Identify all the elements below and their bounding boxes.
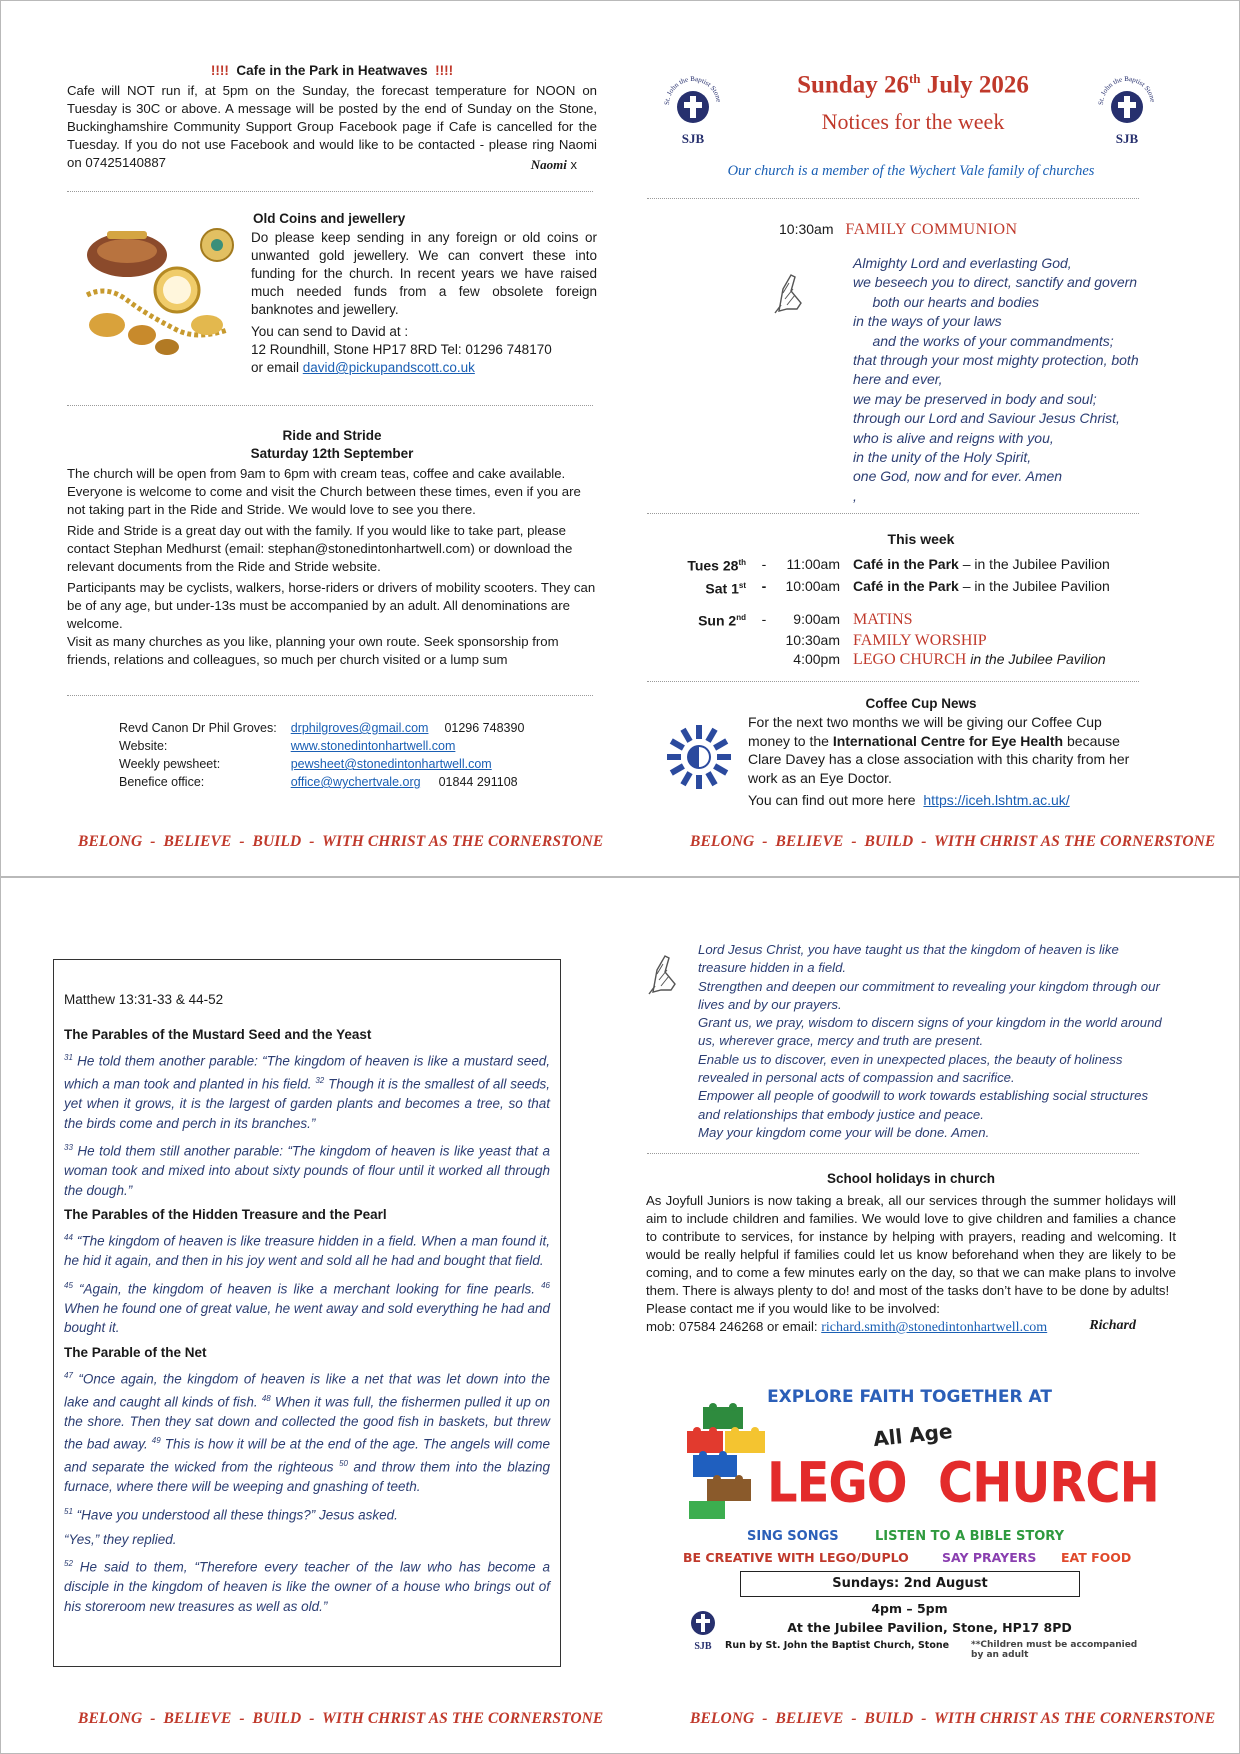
schedule-row [679, 608, 1113, 631]
coffee-body-pre: For the next two months we will be giving our Coffee Cup money to the [748, 714, 1102, 749]
ride-stride-date: Saturday 12th September [250, 446, 414, 461]
prayer-line: Strengthen and deepen our commitment to revealing your kingdom through our lives and by our prayers. [698, 978, 1160, 1012]
coffee-cup-title: Coffee Cup News [865, 696, 977, 711]
cafe-heatwave-title: Cafe in the Park in Heatwaves [236, 63, 428, 78]
prayer-line: Empower all people of goodwill to work towards establishing social structures and relationships that embody justice and peace. [698, 1088, 1149, 1122]
praying-hands-icon [643, 950, 683, 996]
sign-suffix: x [570, 157, 577, 172]
old-coins-title: Old Coins and jewellery [253, 211, 406, 226]
poster-prayers: SAY PRAYERS [942, 1550, 1037, 1565]
schedule-time: 10:00am [785, 578, 840, 595]
logo-arc-text: St. John the Baptist Stone [1096, 74, 1157, 106]
poster-note: **Children must be accompanied by an adult [971, 1640, 1138, 1660]
contact-value-link[interactable]: www.stonedintonhartwell.com [290, 739, 456, 753]
collect-prayer [853, 254, 1169, 506]
reading-verse: $^{51}$ “Have you understood all these things?” Jesus asked. [64, 1506, 398, 1522]
reading-verse: $^{52}$ He said to them, “Therefore every teacher of the law who has become a disciple in the kingdom of heaven is like the owner of a house who brings out of his storeroom new treasures as well as old.” [64, 1559, 550, 1614]
schedule-day-sup: th [738, 558, 746, 567]
ride-stride-p1: The church will be open from 9am to 6pm with cream teas, coffee and cake available. Everyone is welcome to come and visit the Church between these times, even if you are not taking part in the Ride and Stride. We would love to see you there. [67, 466, 581, 517]
coffee-cup-body [748, 713, 1138, 810]
schedule-day-sup: st [738, 580, 746, 590]
lego-church-poster [677, 1377, 1159, 1660]
divider [67, 405, 593, 406]
motto-footer: BELONG - BELIEVE - BUILD - WITH CHRIST AS THE CORNERSTONE [690, 833, 1216, 850]
prayer-line: Lord Jesus Christ, you have taught us that the kingdom of heaven is like treasure hidden in a field. [698, 942, 1119, 976]
poster-food: EAT FOOD [1061, 1550, 1132, 1565]
poster-place: At the Jubilee Pavilion, Stone, HP17 8PD [787, 1620, 1072, 1635]
schedule-service: FAMILY WORSHIP [853, 631, 987, 649]
date-day: Sunday 26 [797, 71, 909, 99]
email-prefix: or email [251, 360, 300, 375]
cafe-heatwave-notice [67, 63, 597, 172]
schedule-day: Tues 28 [687, 557, 739, 574]
reading-verse: “Yes,” they replied. [64, 1531, 177, 1547]
poster-all-age: All Age [871, 1418, 954, 1452]
reading-verse: $^{44}$ “The kingdom of heaven is like treasure hidden in a field. When a man found it, he hid it again, and then in his joy went and sold all he had and bought that field. [64, 1233, 550, 1268]
this-week-title: This week [887, 531, 955, 547]
address: 12 Roundhill, Stone HP17 8RD Tel: 01296 748170 [251, 342, 552, 357]
schedule-day-sup: nd [736, 613, 746, 623]
kingdom-prayer [698, 941, 1168, 1142]
reading-heading: The Parable of the Net [64, 1344, 207, 1360]
david-email-link[interactable]: david@pickupandscott.co.uk [302, 360, 475, 375]
divider [647, 513, 1139, 514]
reading-heading: The Parables of the Mustard Seed and the Yeast [64, 1027, 372, 1042]
lego-bricks-graphic [683, 1403, 775, 1523]
collect-line: both our hearts and bodies [853, 293, 1040, 310]
logo-text: SJB [1115, 131, 1139, 146]
poster-bible-story: LISTEN TO A BIBLE STORY [875, 1529, 1065, 1544]
schedule-day: Sun 2 [698, 612, 737, 629]
contact-value-link[interactable]: drphilgroves@gmail.com [290, 721, 429, 735]
school-holidays-title: School holidays in church [826, 1171, 996, 1186]
iceh-link[interactable]: https://iceh.lshtm.ac.uk/ [923, 792, 1070, 808]
schedule-dash: - [761, 555, 767, 572]
motto-footer: BELONG - BELIEVE - BUILD - WITH CHRIST AS THE CORNERSTONE [78, 1710, 604, 1727]
svg-text:SJB: SJB [694, 1641, 712, 1652]
reading-verse: $^{47}$ “Once again, the kingdom of heaven is like a net that was let down into the lake and caught all kinds of fish. $^{48}$ When it was full, the fishermen pulled it up on the shore. Then they sat down and collected the good fish in baskets, but threw the bad away. $^{49}$ This is how it will be at the end of the age. The angels will come and separate the wicked from the righteous $^{50}$ and throw them into the blazing furnace, where there will be weeping and gnashing of teeth. [64, 1370, 551, 1494]
school-holidays-text: As Joyfull Juniors is now taking a break, all our services through the summer holidays will aim to include children and families. We would love to give children and families a chance to contribute to services, for instance by helping with prayers, reading and welcoming. It would be really helpful if families could let us know beforehand when they are likely to be coming, and to come a few minutes early on the day, so that we can make plans to involve them. There is always plenty to do! and most of the tasks don’t have to be done by adults! [646, 1193, 1176, 1298]
schedule-event: Café in the Park [853, 555, 959, 572]
reading-verse: $^{45}$ “Again, the kingdom of heaven is like a merchant looking for fine pearls. $^{46}$ When he found one of great value, he went away and sold everything he had and bought it. [64, 1280, 550, 1335]
collect-line: Almighty Lord and everlasting God, [853, 255, 1072, 271]
collect-line: we beseech you to direct, sanctify and govern [853, 274, 1138, 291]
collect-line: we may be preserved in body and soul; [853, 390, 1097, 407]
cafe-heatwave-body: Cafe will NOT run if, at 5pm on the Sunday, the forecast temperature for NOON on Tuesday is 30C or above. A message will be posted by the end of Sunday on the Stone, Buckinghamshire Community Support Group Facebook page if Cafe is cancelled for the Tuesday. If you do not use Facebook and would like to be contacted - please ring Naomi on 07425140887 [67, 83, 597, 170]
service-time: 10:30am [779, 221, 834, 237]
sjb-logo [1095, 73, 1159, 153]
ride-stride-title: Ride and Stride [282, 428, 382, 443]
mobile-text: mob: 07584 246268 or email: [646, 1319, 822, 1334]
ride-stride-p3: Participants may be cyclists, walkers, horse-riders or drivers of mobility scooters. They can be of any age, but under-13s must be accompanied by an adult. All denominations are welcome. [67, 580, 596, 631]
iceh-logo [665, 723, 733, 791]
contact-row [119, 719, 538, 737]
divider [67, 191, 593, 192]
contact-label: Weekly pewsheet: [119, 757, 221, 771]
send-to: You can send to David at : [251, 324, 409, 339]
collect-line: through our Lord and Saviour Jesus Christ, [853, 410, 1120, 427]
more-prefix: You can find out more here [748, 792, 924, 808]
divider [67, 695, 593, 696]
schedule-time: 9:00am [793, 611, 840, 628]
naomi-signature: Naomi [530, 157, 567, 172]
sheet-date-title [731, 71, 1095, 99]
richard-email-link[interactable]: richard.smith@stonedintonhartwell.com [821, 1320, 1048, 1335]
collect-line: in the unity of the Holy Spirit, [853, 449, 1032, 466]
schedule-day: Sat 1 [705, 580, 739, 597]
contact-label: Website: [119, 739, 168, 753]
old-coins-body: Do please keep sending in any foreign or old coins or unwanted gold jewellery. We can convert these into funding for the church. In recent years we have raised much needed funds from a few obsolete foreign banknotes and jewellery. [251, 230, 597, 317]
service-line [779, 221, 1018, 239]
schedule-service: LEGO CHURCH [853, 650, 967, 668]
prayer-line: May your kingdom come your will be done. Amen. [698, 1124, 990, 1140]
schedule-row [679, 650, 1113, 669]
poster-run-by: Run by St. John the Baptist Church, Stone [725, 1640, 950, 1651]
schedule-time: 11:00am [786, 555, 840, 572]
reading-heading: The Parables of the Hidden Treasure and the Pearl [64, 1207, 387, 1222]
contact-label: Revd Canon Dr Phil Groves: [119, 721, 277, 735]
schedule-dash: - [761, 578, 767, 595]
bang-left: !!!! [210, 63, 229, 78]
gospel-reading-box [53, 959, 561, 1667]
poster-creative: BE CREATIVE WITH LEGO/DUPLO [683, 1550, 909, 1565]
schedule-dash: - [761, 611, 767, 628]
collect-line: and the works of your commandments; [853, 332, 1114, 349]
contact-row [119, 755, 538, 773]
schedule-row [679, 576, 1113, 599]
divider [647, 1153, 1139, 1154]
sjb-logo [661, 73, 725, 153]
contact-extra: 01844 291108 [438, 775, 518, 789]
reading-reference: Matthew 13:31-33 & 44-52 [64, 992, 224, 1007]
poster-sjb-logo [681, 1603, 725, 1651]
logo-text: SJB [681, 131, 705, 146]
richard-signature: Richard [1089, 1318, 1136, 1333]
service-name: FAMILY COMMUNION [845, 221, 1018, 238]
collect-line: that through your most mighty protection, both here and ever, [853, 352, 1139, 388]
member-line: Our church is a member of the Wychert Vale family of churches [727, 163, 1095, 179]
contact-extra: 01296 748390 [444, 721, 525, 735]
contact-value-link[interactable]: pewsheet@stonedintonhartwell.com [290, 757, 492, 771]
coffee-body-post: because Clare Davey has a close association with this charity from her work as an Eye Doctor. [748, 732, 1130, 786]
motto-footer: BELONG - BELIEVE - BUILD - WITH CHRIST AS THE CORNERSTONE [78, 833, 604, 850]
notices-subtitle: Notices for the week [821, 109, 1005, 134]
collect-line: who is alive and reigns with you, [853, 429, 1054, 446]
praying-hands-icon [769, 269, 809, 315]
contact-label: Benefice office: [119, 775, 205, 789]
iceh-name: International Centre for Eye Health [832, 732, 1064, 749]
motto-footer: BELONG - BELIEVE - BUILD - WITH CHRIST AS THE CORNERSTONE [690, 1710, 1216, 1727]
schedule-place: – in the Jubilee Pavilion [958, 578, 1110, 595]
sheet-bottom [0, 877, 1240, 1754]
poster-top-line: EXPLORE FAITH TOGETHER AT [767, 1387, 1052, 1407]
collect-line: one God, now and for ever. Amen [853, 468, 1063, 485]
prayer-line: Enable us to discover, even in unexpected places, the beauty of holiness revealed in personal acts of compassion and sacrifice. [698, 1051, 1123, 1086]
bang-right: !!!! [435, 63, 454, 78]
date-rest: July 2026 [920, 71, 1029, 99]
schedule-place: in the Jubilee Pavilion [966, 650, 1106, 667]
collect-line: , [853, 487, 857, 504]
poster-title: LEGO CHURCH [767, 1450, 1159, 1516]
reading-verse: $^{33}$ He told them still another parable: “The kingdom of heaven is like yeast that a woman took and mixed into about sixty pounds of flour until it worked all through the dough.” [64, 1143, 550, 1198]
poster-time: 4pm – 5pm [871, 1601, 948, 1616]
schedule-time: 4:00pm [793, 650, 840, 667]
ride-stride-p4: Visit as many churches as you like, planning your own route. Seek sponsorship from friends, relations and colleagues, so much per church visited or a lump sum [67, 634, 559, 667]
schedule-event: Café in the Park [853, 578, 959, 595]
contact-value-link[interactable]: office@wychertvale.org [290, 775, 421, 789]
divider [647, 681, 1139, 682]
contact-row [119, 773, 538, 791]
poster-date: Sundays: 2nd August [740, 1571, 1080, 1597]
logo-arc-text: St. John the Baptist Stone [662, 74, 723, 106]
old-coins-notice [251, 211, 597, 377]
poster-sing-songs: SING SONGS [747, 1529, 839, 1544]
contact-row [119, 737, 538, 755]
schedule-time: 10:30am [785, 631, 840, 648]
schedule-service: MATINS [853, 611, 913, 629]
contact-request: Please contact me if you would like to be involved: [646, 1301, 940, 1316]
date-sup: th [908, 71, 921, 86]
schedule-row [679, 553, 1113, 576]
school-holidays-body [646, 1192, 1176, 1337]
collect-line: in the ways of your laws [853, 313, 1002, 330]
ride-stride-notice [67, 427, 597, 669]
ride-stride-p2: Ride and Stride is a great day out with the family. If you would like to take part, please contact Stephan Medhurst (email: stephan@stonedintonhartwell.com) or download the relevant documents from the Ride and Stride website. [67, 523, 573, 574]
reading-verse: $^{31}$ He told them another parable: “The kingdom of heaven is like a mustard seed, which a man took and planted in his field. $^{32}$ Though it is the smallest of all seeds, yet when it grows, it is the largest of garden plants and becomes a tree, so that the birds come and perch in its branches.” [64, 1053, 550, 1131]
this-week-schedule [679, 553, 1113, 669]
prayer-line: Grant us, we pray, wisdom to discern signs of your kingdom in the world around us, wherever grace, mercy and truth are present. [698, 1015, 1162, 1049]
coins-jewellery-image [67, 215, 247, 365]
schedule-row [679, 631, 1113, 650]
contacts-block [119, 719, 538, 791]
divider [647, 198, 1139, 199]
schedule-place: – in the Jubilee Pavilion [958, 555, 1110, 572]
